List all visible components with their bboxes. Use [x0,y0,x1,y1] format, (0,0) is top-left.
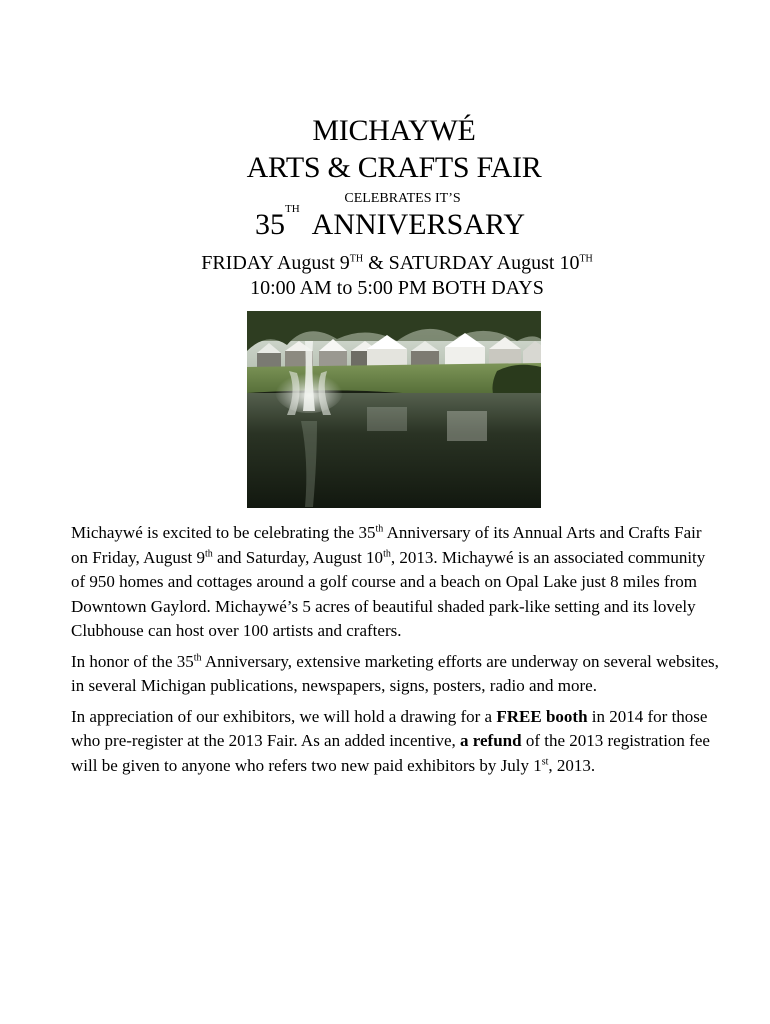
celebrates-line: CELEBRATES IT’S [344,191,461,206]
anniversary-word: ANNIVERSARY [311,208,526,241]
anniversary-line [0,203,770,248]
fair-dates [0,250,770,276]
paragraph-marketing [71,650,721,699]
p3-text-4: , 2013. [548,755,596,775]
flyer-header [0,112,770,300]
anniversary-suffix: TH [284,203,300,215]
p1-text-3: and Saturday, August 10 [212,547,384,567]
p3-text-1: In appreciation of our exhibitors, we will hold a drawing for a [71,706,497,726]
fountain-photo [247,311,541,508]
p3-text-2: in 2014 for those who pre-register at the 2013 Fair. As an added incentive, [71,706,708,750]
p2-text-1: In honor of the 35 [71,651,194,671]
p1-text-4: , 2013. Michaywé is an associated community of 950 homes and cottages around a golf course and a beach on Opal Lake just 8 miles from Downtown Gaylord. Michaywé’s 5 acres of beautiful shaded park-like setting and its lovely Clubhouse can host over 100 artists and crafters. [71,547,706,640]
p1-text-1: Michaywé is excited to be celebrating the 35 [71,523,376,542]
p2-sup-1: th [193,651,202,663]
p3-text-3: of the 2013 registration fee will be given to anyone who refers two new paid exhibitors by July 1 [71,731,710,775]
paragraph-intro [71,521,721,644]
fair-times: 10:00 AM to 5:00 PM BOTH DAYS [250,277,544,299]
fountain-photo-image [247,311,541,508]
p2-text-2: Anniversary, extensive marketing efforts are underway on several websites, in several Michigan publications, newspapers, signs, posters, radio and more. [71,651,719,695]
p1-sup-2: th [204,547,213,559]
p1-text-2: Anniversary of its Annual Arts and Crafts Fair on Friday, August 9 [71,523,702,567]
p1-sup-3: th [383,547,391,559]
p1-sup-1: th [375,523,384,535]
dates-sup-1: TH [349,253,364,265]
free-booth-emphasis: FREE booth [496,706,588,726]
refund-emphasis: a refund [460,731,522,750]
title-line-2: ARTS & CRAFTS FAIR [246,151,542,184]
dates-sup-2: TH [579,253,593,265]
anniversary-number: 35 [254,208,285,241]
dates-friday: FRIDAY August 9 [201,252,350,274]
p3-sup-1: st [541,755,549,767]
flyer-body [71,521,721,784]
title-line-1: MICHAYWÉ [312,114,476,147]
paragraph-incentives [71,705,721,779]
dates-saturday: & SATURDAY August 10 [363,252,580,274]
